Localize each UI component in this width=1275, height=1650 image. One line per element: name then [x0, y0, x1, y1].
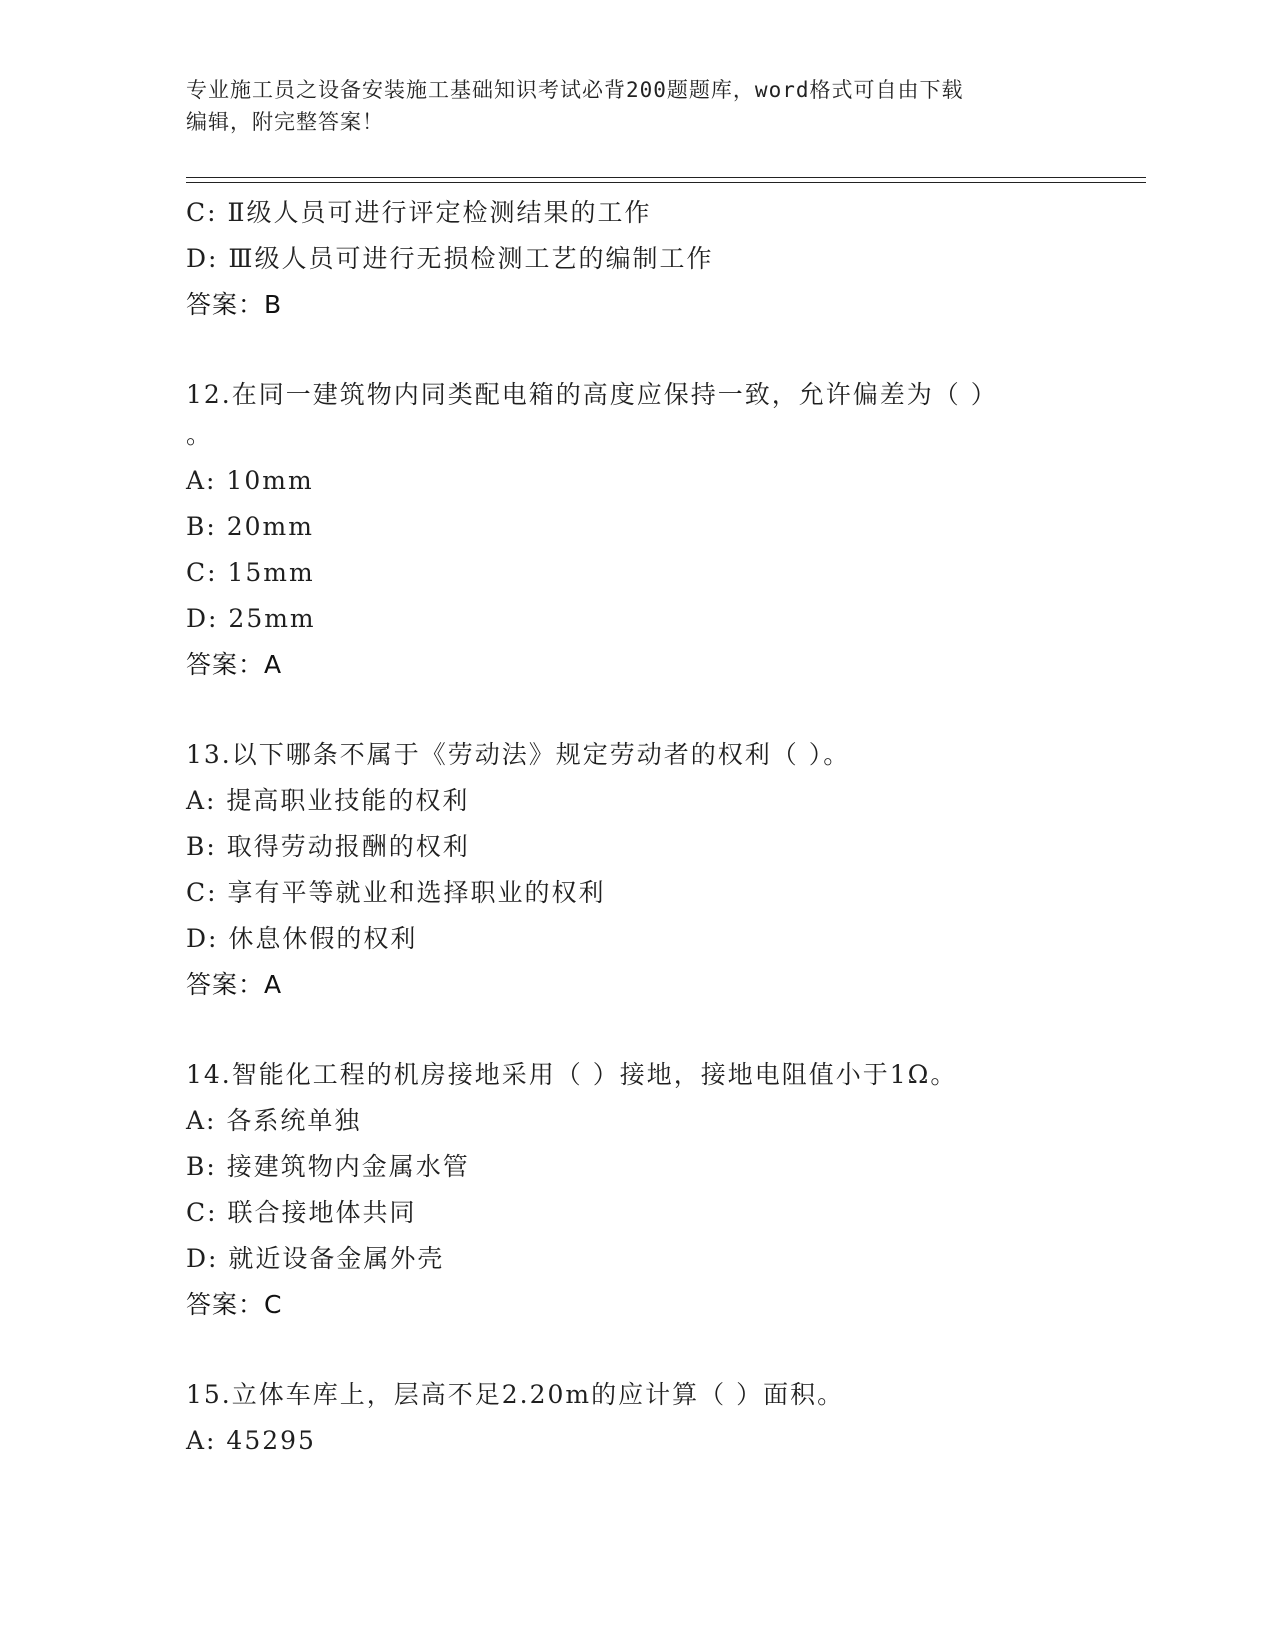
question-stem: 14.智能化工程的机房接地采用（ ）接地，接地电阻值小于1Ω。	[186, 1060, 958, 1089]
option-d: D: 就近设备金属外壳	[186, 1244, 445, 1273]
question-11-tail	[186, 190, 1126, 328]
option-c: C: 享有平等就业和选择职业的权利	[186, 878, 606, 907]
header-rule-top	[186, 177, 1146, 178]
option-b: B: 20mm	[186, 512, 314, 541]
option-a: A: 45295	[186, 1426, 316, 1455]
document-header	[186, 74, 1086, 138]
question-stem: 15.立体车库上，层高不足2.20m的应计算（ ）面积。	[186, 1380, 845, 1409]
option-a: A: 10mm	[186, 466, 314, 495]
option-b: B: 取得劳动报酬的权利	[186, 832, 470, 861]
header-rule-bottom	[186, 182, 1146, 183]
question-15	[186, 1372, 1126, 1464]
question-stem-continuation: 。	[186, 420, 212, 449]
option-c: C: 联合接地体共同	[186, 1198, 417, 1227]
question-stem: 13.以下哪条不属于《劳动法》规定劳动者的权利（ ）。	[186, 740, 851, 769]
answer-label: 答案：C	[186, 1290, 283, 1319]
option-d: D: 25mm	[186, 604, 316, 633]
question-12	[186, 372, 1126, 688]
option-c: C: Ⅱ级人员可进行评定检测结果的工作	[186, 198, 652, 227]
option-d: D: 休息休假的权利	[186, 924, 418, 953]
question-list	[186, 190, 1126, 1464]
question-14	[186, 1052, 1126, 1328]
answer-label: 答案：B	[186, 290, 283, 319]
option-d: D: Ⅲ级人员可进行无损检测工艺的编制工作	[186, 244, 714, 273]
answer-label: 答案：A	[186, 650, 283, 679]
answer-label: 答案：A	[186, 970, 283, 999]
option-c: C: 15mm	[186, 558, 315, 587]
option-b: B: 接建筑物内金属水管	[186, 1152, 470, 1181]
header-line-2: 编辑，附完整答案！	[186, 110, 384, 134]
option-a: A: 各系统单独	[186, 1106, 362, 1135]
question-stem: 12.在同一建筑物内同类配电箱的高度应保持一致，允许偏差为（ ）	[186, 380, 998, 409]
header-line-1: 专业施工员之设备安装施工基础知识考试必背200题题库，word格式可自由下载	[186, 78, 964, 102]
question-13	[186, 732, 1126, 1008]
option-a: A: 提高职业技能的权利	[186, 786, 470, 815]
